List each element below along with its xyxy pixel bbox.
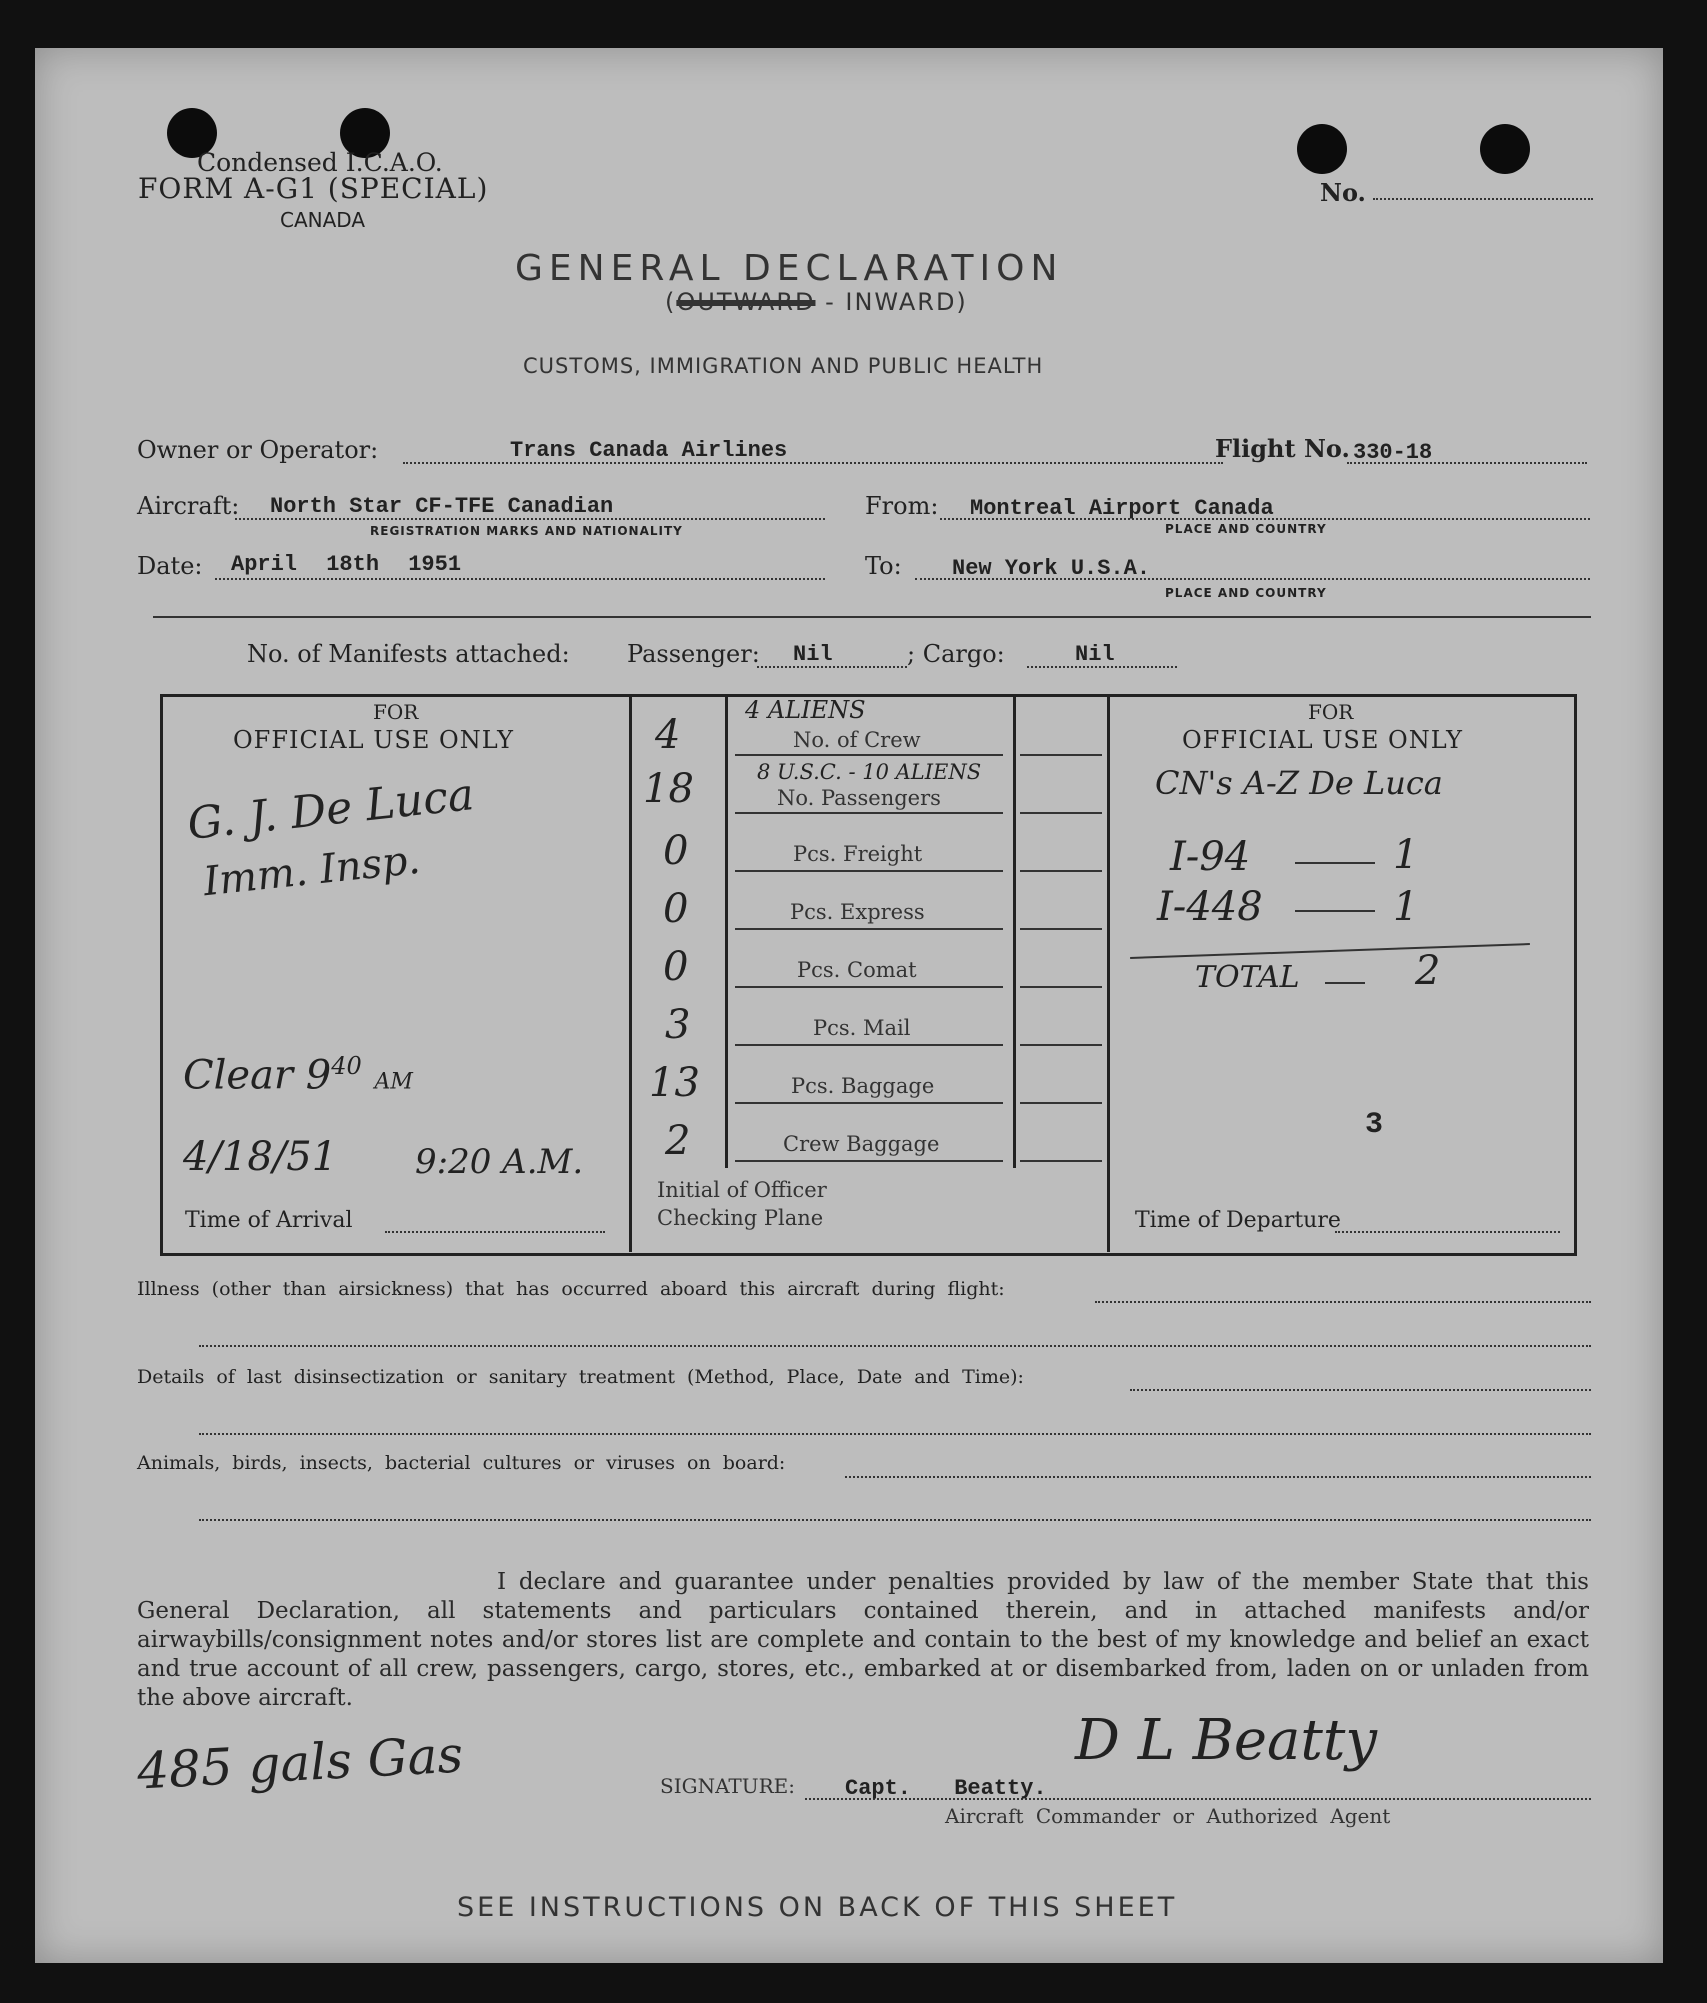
row-rule [735,1160,1003,1162]
form-i448: I-448 [1157,884,1263,930]
crew-count: 4 [655,712,681,758]
disinsect-line-2 [199,1433,1591,1435]
passengers-label: No. Passengers [777,786,941,810]
from-label: From: [865,492,939,520]
total-count: 2 [1415,948,1441,994]
crew-baggage-count: 2 [665,1118,691,1164]
form-i448-count: 1 [1393,884,1419,930]
row-rule [1020,928,1102,930]
arrival-time: 9:20 A.M. [415,1142,584,1182]
comat-label: Pcs. Comat [797,958,917,982]
row-rule [735,1044,1003,1046]
flight-value: 330-18 [1353,440,1433,465]
table-divider-left [629,696,632,1252]
subheading: CUSTOMS, IMMIGRATION AND PUBLIC HEALTH [523,354,1044,378]
owner-value: Trans Canada Airlines [510,438,788,463]
flight-label: Flight No. [1215,434,1350,463]
footer-instructions: SEE INSTRUCTIONS ON BACK OF THIS SHEET [457,1892,1178,1923]
i448-dash [1295,910,1375,912]
total-dash [1325,982,1365,984]
date-line [215,578,825,580]
clearance-text: Clear 9 [183,1052,332,1099]
table-divider-labels [725,696,728,1168]
row-rule [1020,1102,1102,1104]
freight-label: Pcs. Freight [793,842,923,866]
time-of-departure-line [1335,1231,1560,1233]
date-label: Date: [137,552,203,580]
time-of-arrival-label: Time of Arrival [185,1208,353,1233]
right-official-for: FOR [1308,700,1354,724]
row-rule [735,812,1003,814]
right-official-label: OFFICIAL USE ONLY [1182,726,1463,754]
crew-label: No. of Crew [793,728,921,752]
direction-line [665,288,968,316]
clearance-minutes: 40 [331,1052,362,1080]
to-label: To: [865,552,902,580]
express-count: 0 [663,886,689,932]
animals-line-1 [845,1476,1591,1478]
punch-hole [1297,124,1347,174]
row-rule [735,986,1003,988]
baggage-count: 13 [649,1060,700,1106]
signature-label: SIGNATURE: [660,1774,796,1798]
row-rule [735,1102,1003,1104]
fuel-note: 485 gals Gas [135,1725,465,1801]
signature-caption: Aircraft Commander or Authorized Agent [945,1804,1391,1828]
disinsect-line-1 [1130,1389,1591,1391]
time-of-arrival-line [385,1231,605,1233]
to-caption: PLACE AND COUNTRY [1165,586,1327,600]
checking-plane-label: Checking Plane [657,1206,824,1230]
left-official-for: FOR [373,700,419,724]
mail-label: Pcs. Mail [813,1016,911,1040]
crew-baggage-label: Crew Baggage [783,1132,940,1156]
row-rule [735,928,1003,930]
initial-officer-label: Initial of Officer [657,1178,827,1202]
passenger-value: Nil [793,642,833,667]
arrival-date: 4/18/51 [183,1134,338,1180]
right-official-note: CN's A-Z De Luca [1155,764,1443,802]
row-rule [735,870,1003,872]
row-rule [735,754,1003,756]
owner-label: Owner or Operator: [137,436,379,464]
form-caption-1: Condensed I.C.A.O. [197,148,443,177]
form-sheet [35,48,1663,1963]
left-official-label: OFFICIAL USE ONLY [233,726,514,754]
clearance-time [183,1052,413,1098]
signature-handwritten: D L Beatty [1075,1708,1378,1773]
punch-hole [1480,124,1530,174]
row-rule [1020,1044,1102,1046]
i94-dash [1295,862,1375,864]
mail-count: 3 [665,1002,691,1048]
disinsect-label: Details of last disinsectization or sanitary treatment (Method, Place, Date and Time): [137,1366,1024,1388]
passengers-count: 18 [643,766,694,812]
passenger-label: Passenger: [627,640,760,668]
time-of-departure-label: Time of Departure [1135,1208,1341,1233]
aircraft-caption: REGISTRATION MARKS AND NATIONALITY [370,524,683,538]
total-label: TOTAL [1195,960,1300,995]
declaration-text: I declare and guarantee under penalties provided by law of the member State that this General Declaration, all statements and particulars contained therein, and in attached manifests and/or airwaybills/consignment notes and/or stores list are complete and contain to the best of my knowledge and belief an exact and true account of all crew, passengers, cargo, stores, etc., embarked at or disembarked from, laden on or unladen from the above aircraft. [137,1569,1589,1711]
form-caption-3: CANADA [280,208,366,232]
table-divider-right [1107,696,1110,1252]
to-value: New York U.S.A. [952,556,1151,581]
from-value: Montreal Airport Canada [970,496,1274,521]
table-divider-notes [1013,696,1016,1168]
row-rule [1020,1160,1102,1162]
row-rule [1020,870,1102,872]
aircraft-label: Aircraft: [137,492,240,520]
cargo-value: Nil [1075,642,1115,667]
immigration-title: Imm. Insp. [201,836,423,906]
row-rule [1020,812,1102,814]
form-i94: I-94 [1170,834,1251,880]
aircraft-value: North Star CF-TFE Canadian [270,494,614,519]
crew-note: 4 ALIENS [745,696,866,724]
form-i94-count: 1 [1393,832,1419,878]
row-rule [1020,986,1102,988]
passengers-note: 8 U.S.C. - 10 ALIENS [757,760,982,784]
form-number-line [1373,198,1593,200]
baggage-label: Pcs. Baggage [791,1074,935,1098]
illness-line-1 [1095,1301,1591,1303]
animals-line-2 [199,1519,1591,1521]
animals-label: Animals, birds, insects, bacterial cultures or viruses on board: [137,1452,786,1474]
illness-label: Illness (other than airsickness) that has occurred aboard this aircraft during flight: [137,1278,1005,1300]
form-caption-2: FORM A-G1 (SPECIAL) [138,172,489,205]
page-title: GENERAL DECLARATION [515,248,1064,289]
direction-open-paren: ( [665,288,677,316]
clearance-am: AM [374,1069,413,1095]
illness-line-2 [199,1345,1591,1347]
row-rule [1020,754,1102,756]
direction-struck: OUTWARD [676,288,816,316]
from-caption: PLACE AND COUNTRY [1165,522,1327,536]
direction-inward: - INWARD) [815,288,968,316]
manifests-label: No. of Manifests attached: [247,640,570,668]
express-label: Pcs. Express [790,900,925,924]
signature-typed: Capt. Beatty. [845,1776,1047,1801]
date-value: April 18th 1951 [231,552,462,577]
header-divider [153,616,1591,618]
form-number-label: No. [1320,178,1366,207]
cargo-label: ; Cargo: [907,640,1005,668]
immigration-signature: G. J. De Luca [185,769,477,850]
freight-count: 0 [663,828,689,874]
stamp-number: 3 [1365,1108,1384,1142]
comat-count: 0 [663,944,689,990]
